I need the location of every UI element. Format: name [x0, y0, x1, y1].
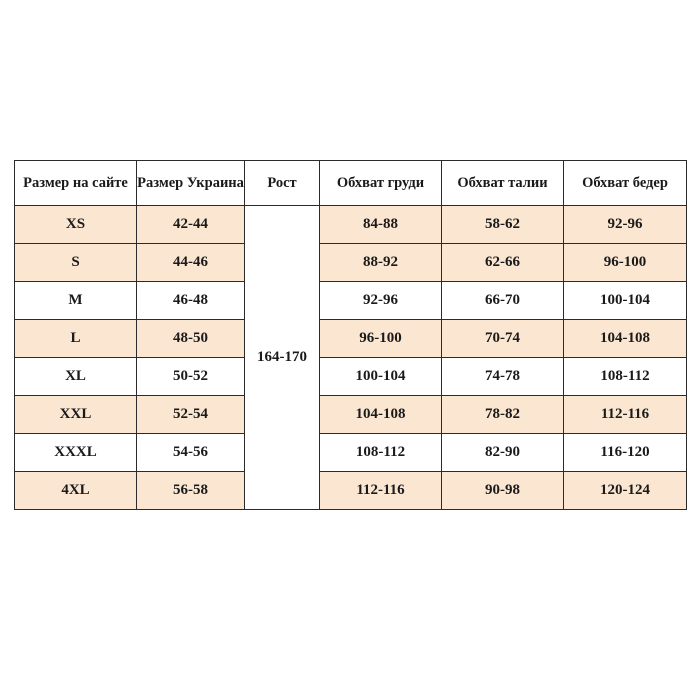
- table-row: [15, 472, 687, 510]
- cell-chest: 112-116: [320, 472, 442, 510]
- table-row: [15, 206, 687, 244]
- cell-hips: 108-112: [564, 358, 687, 396]
- cell-chest: 96-100: [320, 320, 442, 358]
- cell-site-size: XXL: [15, 396, 137, 434]
- cell-site-size: M: [15, 282, 137, 320]
- cell-waist: 58-62: [442, 206, 564, 244]
- cell-site-size: XXXL: [15, 434, 137, 472]
- cell-ua-size: 42-44: [137, 206, 245, 244]
- cell-site-size: 4XL: [15, 472, 137, 510]
- cell-height: 164-170: [245, 206, 320, 510]
- cell-waist: 74-78: [442, 358, 564, 396]
- cell-waist: 62-66: [442, 244, 564, 282]
- column-header-hips: Обхват бедер: [564, 161, 687, 206]
- table-row: [15, 358, 687, 396]
- cell-hips: 112-116: [564, 396, 687, 434]
- cell-hips: 100-104: [564, 282, 687, 320]
- column-header-height: Рост: [245, 161, 320, 206]
- cell-waist: 90-98: [442, 472, 564, 510]
- cell-ua-size: 54-56: [137, 434, 245, 472]
- table-row: [15, 320, 687, 358]
- column-header-chest: Обхват груди: [320, 161, 442, 206]
- cell-ua-size: 52-54: [137, 396, 245, 434]
- size-table-container: [14, 160, 686, 510]
- cell-hips: 116-120: [564, 434, 687, 472]
- cell-waist: 78-82: [442, 396, 564, 434]
- cell-chest: 92-96: [320, 282, 442, 320]
- cell-site-size: L: [15, 320, 137, 358]
- cell-waist: 70-74: [442, 320, 564, 358]
- cell-waist: 82-90: [442, 434, 564, 472]
- cell-site-size: XL: [15, 358, 137, 396]
- table-row: [15, 434, 687, 472]
- column-header-waist: Обхват талии: [442, 161, 564, 206]
- table-row: [15, 282, 687, 320]
- cell-site-size: S: [15, 244, 137, 282]
- cell-chest: 100-104: [320, 358, 442, 396]
- size-table: [14, 160, 687, 510]
- header-row: [15, 161, 687, 206]
- cell-site-size: XS: [15, 206, 137, 244]
- cell-chest: 84-88: [320, 206, 442, 244]
- table-row: [15, 396, 687, 434]
- cell-hips: 96-100: [564, 244, 687, 282]
- column-header-ua-size: Размер Украина: [137, 161, 245, 206]
- table-row: [15, 244, 687, 282]
- cell-chest: 88-92: [320, 244, 442, 282]
- cell-chest: 104-108: [320, 396, 442, 434]
- cell-hips: 92-96: [564, 206, 687, 244]
- cell-ua-size: 50-52: [137, 358, 245, 396]
- cell-ua-size: 56-58: [137, 472, 245, 510]
- cell-ua-size: 46-48: [137, 282, 245, 320]
- cell-ua-size: 48-50: [137, 320, 245, 358]
- cell-hips: 120-124: [564, 472, 687, 510]
- table-body: [15, 206, 687, 510]
- cell-chest: 108-112: [320, 434, 442, 472]
- table-header: [15, 161, 687, 206]
- column-header-site-size: Размер на сайте: [15, 161, 137, 206]
- cell-hips: 104-108: [564, 320, 687, 358]
- cell-waist: 66-70: [442, 282, 564, 320]
- cell-ua-size: 44-46: [137, 244, 245, 282]
